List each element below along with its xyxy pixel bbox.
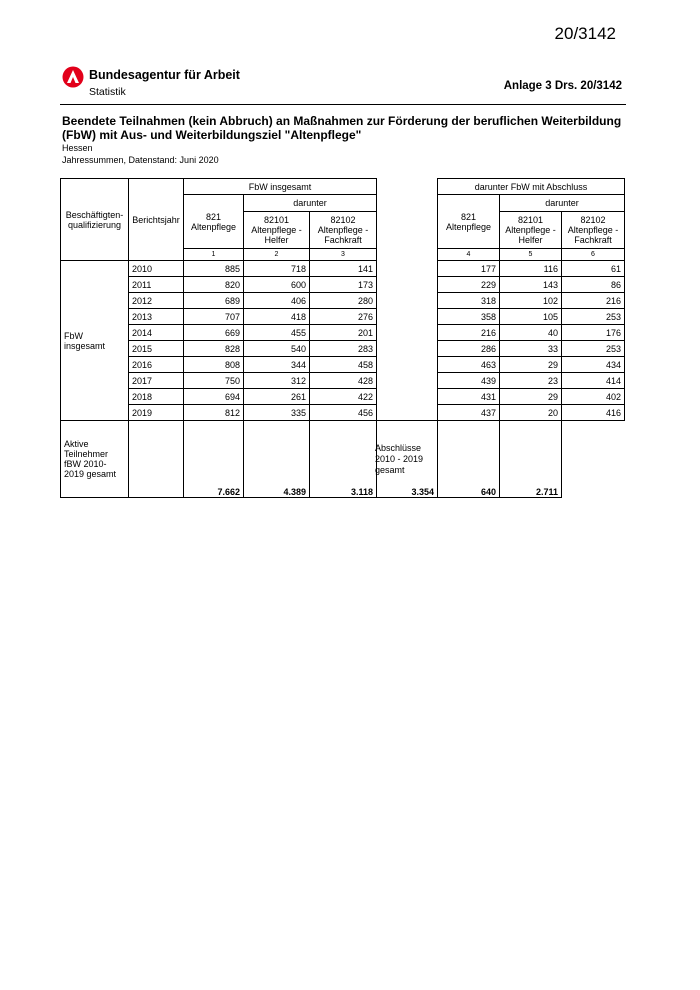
table-row bbox=[61, 373, 625, 389]
value-cell: 808 bbox=[184, 357, 244, 373]
value-cell: 86 bbox=[562, 277, 625, 293]
value-cell: 344 bbox=[244, 357, 310, 373]
year-cell: 2017 bbox=[129, 373, 184, 389]
value-cell: 283 bbox=[310, 341, 377, 357]
data-table bbox=[60, 178, 625, 498]
year-cell: 2012 bbox=[129, 293, 184, 309]
col-number: 2 bbox=[244, 249, 310, 261]
value-cell: 402 bbox=[562, 389, 625, 405]
value-cell: 280 bbox=[310, 293, 377, 309]
total-row bbox=[61, 421, 625, 498]
value-cell: 261 bbox=[244, 389, 310, 405]
year-cell: 2015 bbox=[129, 341, 184, 357]
table-gap-column bbox=[377, 179, 438, 421]
table-row bbox=[61, 277, 625, 293]
value-cell: 600 bbox=[244, 277, 310, 293]
value-cell: 812 bbox=[184, 405, 244, 421]
header-group-fbw-total: FbW insgesamt bbox=[184, 179, 377, 195]
table-row bbox=[61, 405, 625, 421]
total-value-cell: 2.711 bbox=[500, 421, 562, 498]
value-cell: 428 bbox=[310, 373, 377, 389]
header-divider bbox=[60, 104, 626, 105]
header-col-82102: 82102 Altenpflege - Fachkraft bbox=[310, 212, 377, 249]
value-cell: 750 bbox=[184, 373, 244, 389]
table-row bbox=[61, 341, 625, 357]
table-row bbox=[61, 357, 625, 373]
value-cell: 105 bbox=[500, 309, 562, 325]
year-cell: 2010 bbox=[129, 261, 184, 277]
header-group-fbw-abschluss: darunter FbW mit Abschluss bbox=[438, 179, 625, 195]
value-cell: 102 bbox=[500, 293, 562, 309]
document-number: 20/3142 bbox=[554, 24, 616, 43]
header-darunter: darunter bbox=[244, 195, 377, 212]
value-cell: 201 bbox=[310, 325, 377, 341]
value-cell: 276 bbox=[310, 309, 377, 325]
value-cell: 29 bbox=[500, 357, 562, 373]
total-value-cell: 3.354 bbox=[377, 421, 438, 498]
value-cell: 422 bbox=[310, 389, 377, 405]
col-number: 4 bbox=[438, 249, 500, 261]
ba-logo-icon bbox=[62, 66, 84, 88]
value-cell: 540 bbox=[244, 341, 310, 357]
col-number: 3 bbox=[310, 249, 377, 261]
value-cell: 439 bbox=[438, 373, 500, 389]
table-row bbox=[61, 261, 625, 277]
year-cell: 2019 bbox=[129, 405, 184, 421]
value-cell: 689 bbox=[184, 293, 244, 309]
year-cell: 2013 bbox=[129, 309, 184, 325]
value-cell: 707 bbox=[184, 309, 244, 325]
value-cell: 40 bbox=[500, 325, 562, 341]
total-year-cell bbox=[129, 421, 184, 498]
value-cell: 455 bbox=[244, 325, 310, 341]
value-cell: 23 bbox=[500, 373, 562, 389]
total-value-cell: 7.662 bbox=[184, 421, 244, 498]
value-cell: 463 bbox=[438, 357, 500, 373]
value-cell: 253 bbox=[562, 309, 625, 325]
total-value-cell: 640 bbox=[438, 421, 500, 498]
value-cell: 141 bbox=[310, 261, 377, 277]
region-label: Hessen bbox=[62, 143, 93, 153]
value-cell: 216 bbox=[438, 325, 500, 341]
value-cell: 176 bbox=[562, 325, 625, 341]
data-status: Jahressummen, Datenstand: Juni 2020 bbox=[62, 155, 219, 165]
value-cell: 286 bbox=[438, 341, 500, 357]
value-cell: 416 bbox=[562, 405, 625, 421]
value-cell: 828 bbox=[184, 341, 244, 357]
value-cell: 820 bbox=[184, 277, 244, 293]
value-cell: 458 bbox=[310, 357, 377, 373]
value-cell: 253 bbox=[562, 341, 625, 357]
value-cell: 694 bbox=[184, 389, 244, 405]
total-value-cell: 4.389 bbox=[244, 421, 310, 498]
value-cell: 885 bbox=[184, 261, 244, 277]
value-cell: 418 bbox=[244, 309, 310, 325]
total-label: Aktive Teilnehmer fBW 2010-2019 gesamt bbox=[61, 421, 129, 498]
table-row bbox=[61, 309, 625, 325]
value-cell: 116 bbox=[500, 261, 562, 277]
value-cell: 229 bbox=[438, 277, 500, 293]
header-col-82101: 82101 Altenpflege - Helfer bbox=[244, 212, 310, 249]
value-cell: 456 bbox=[310, 405, 377, 421]
value-cell: 669 bbox=[184, 325, 244, 341]
value-cell: 177 bbox=[438, 261, 500, 277]
total-value-cell: 3.118 bbox=[310, 421, 377, 498]
brand-name: Bundesagentur für Arbeit bbox=[89, 68, 240, 82]
header-col-82101: 82101 Altenpflege - Helfer bbox=[500, 212, 562, 249]
value-cell: 20 bbox=[500, 405, 562, 421]
value-cell: 318 bbox=[438, 293, 500, 309]
col-number: 1 bbox=[184, 249, 244, 261]
header-darunter: darunter bbox=[500, 195, 625, 212]
row-group-label: FbW insgesamt bbox=[61, 261, 129, 421]
value-cell: 61 bbox=[562, 261, 625, 277]
value-cell: 29 bbox=[500, 389, 562, 405]
value-cell: 358 bbox=[438, 309, 500, 325]
col-number: 6 bbox=[562, 249, 625, 261]
table-row bbox=[61, 325, 625, 341]
value-cell: 718 bbox=[244, 261, 310, 277]
table-row bbox=[61, 293, 625, 309]
gap-total-label: Abschlüsse 2010 - 2019 gesamt bbox=[375, 443, 424, 475]
table-row bbox=[61, 389, 625, 405]
header-col-82102: 82102 Altenpflege - Fachkraft bbox=[562, 212, 625, 249]
col-number: 5 bbox=[500, 249, 562, 261]
header-col-821: 821 Altenpflege bbox=[438, 195, 500, 249]
year-cell: 2018 bbox=[129, 389, 184, 405]
year-cell: 2016 bbox=[129, 357, 184, 373]
value-cell: 437 bbox=[438, 405, 500, 421]
page-title: Beendete Teilnahmen (kein Abbruch) an Maßnahmen zur Förderung der beruflichen Weiterbildung (FbW) mit Aus- und Weiterbildungsziel "Altenpflege" bbox=[62, 114, 622, 142]
header-year: Berichtsjahr bbox=[129, 179, 184, 261]
anlage-label: Anlage 3 Drs. 20/3142 bbox=[503, 80, 622, 92]
value-cell: 335 bbox=[244, 405, 310, 421]
value-cell: 173 bbox=[310, 277, 377, 293]
year-cell: 2011 bbox=[129, 277, 184, 293]
value-cell: 312 bbox=[244, 373, 310, 389]
value-cell: 216 bbox=[562, 293, 625, 309]
header-col-821: 821 Altenpflege bbox=[184, 195, 244, 249]
value-cell: 431 bbox=[438, 389, 500, 405]
value-cell: 33 bbox=[500, 341, 562, 357]
year-cell: 2014 bbox=[129, 325, 184, 341]
brand-subtitle: Statistik bbox=[89, 86, 126, 98]
value-cell: 434 bbox=[562, 357, 625, 373]
value-cell: 414 bbox=[562, 373, 625, 389]
value-cell: 406 bbox=[244, 293, 310, 309]
header-qualification: Beschäftigten-qualifizierung bbox=[61, 179, 129, 261]
value-cell: 143 bbox=[500, 277, 562, 293]
